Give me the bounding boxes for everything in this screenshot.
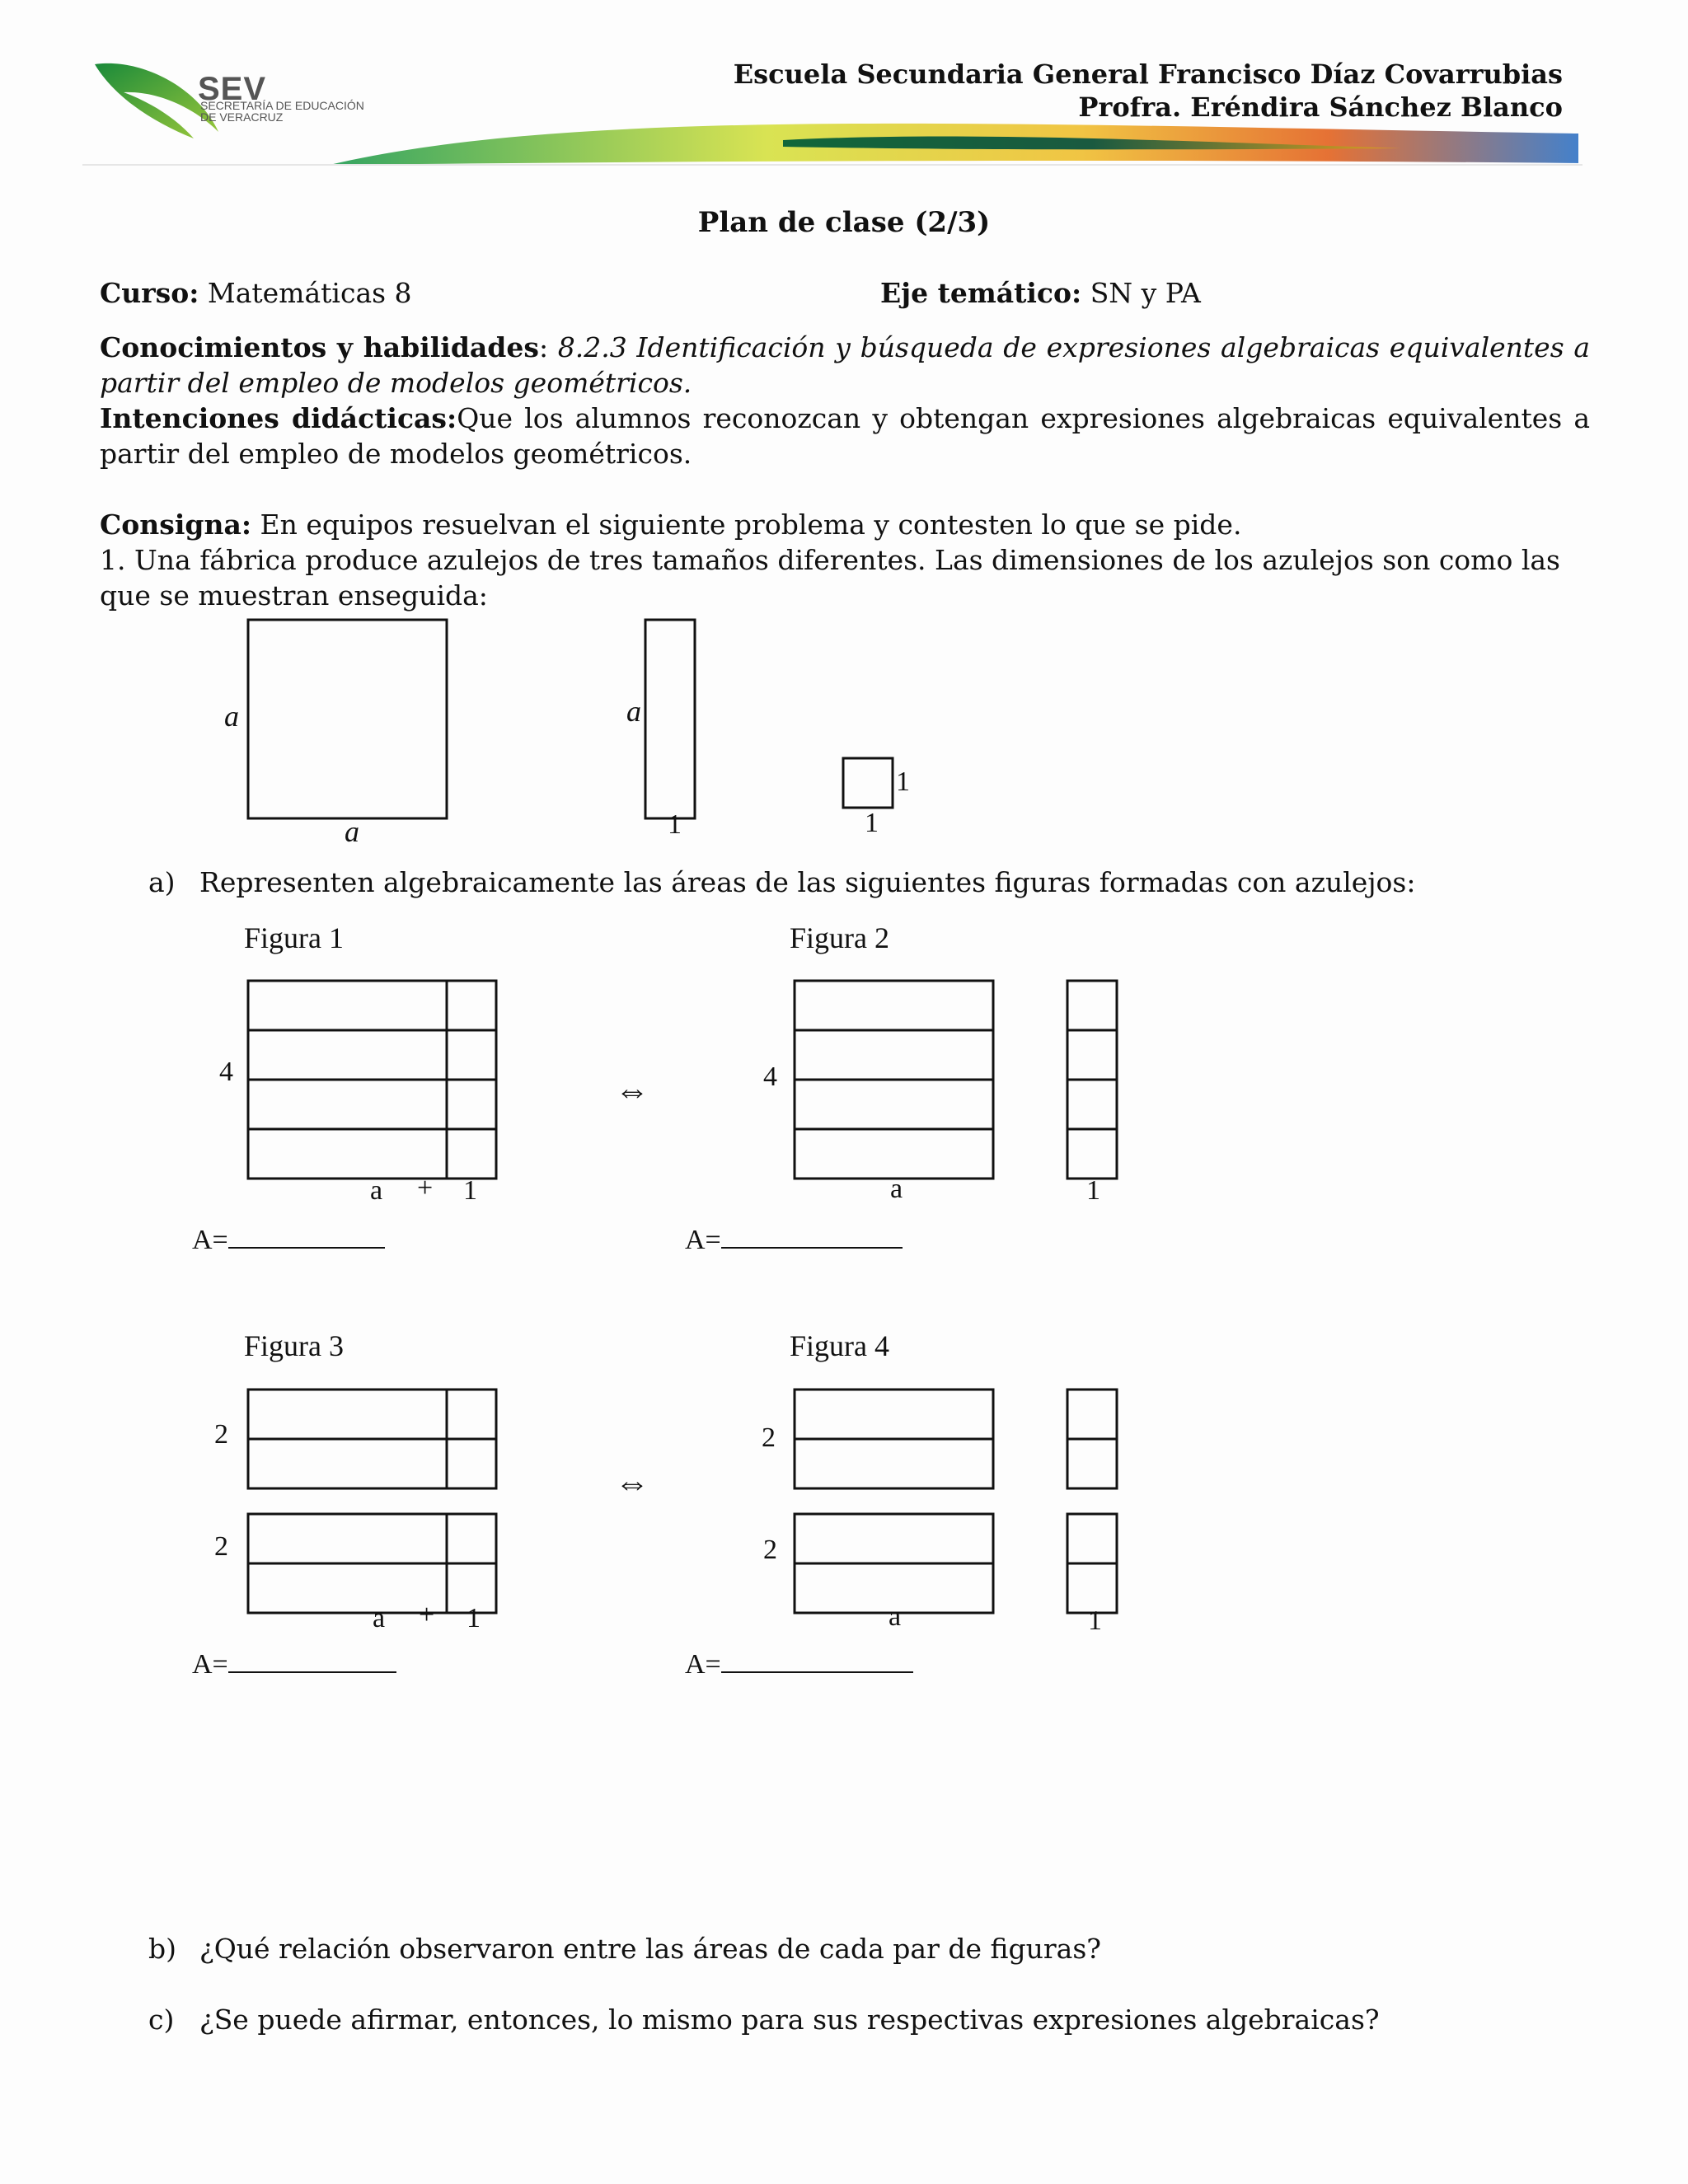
figure-2-height-label: 4: [763, 1062, 777, 1092]
figure-1-area-blank[interactable]: [228, 1222, 385, 1249]
figure-1-bottom-a: a: [370, 1175, 383, 1206]
tile-long-rectangle: [645, 620, 695, 818]
knowledge-label: Conocimientos y habilidades: [100, 331, 539, 363]
tile-unit-side-label: 1: [896, 766, 910, 797]
school-name: Escuela Secundaria General Francisco Díaz Covarrubias: [733, 59, 1563, 90]
figure-3-height-label-bottom: 2: [214, 1531, 228, 1562]
instruction-paragraph: [100, 507, 1590, 542]
logo-abbrev: SEV: [198, 71, 267, 107]
tile-big-square: [248, 620, 447, 818]
figure-2-area-blank[interactable]: [721, 1222, 903, 1249]
knowledge-text: 8.2.3 Identificación y búsqueda de expresiones algebraicas equivalentes a partir del empleo de modelos geométricos.: [100, 331, 1591, 399]
figure-3-area-blank[interactable]: [228, 1647, 396, 1673]
tile-long-width-label: 1: [668, 809, 682, 840]
figure-4-area-answer: [685, 1647, 913, 1680]
figure-3-title: Figura 3: [244, 1329, 344, 1362]
instruction-label: Consigna:: [100, 509, 252, 541]
tile-long-side-label: a: [626, 695, 641, 728]
logo-text-line2: DE VERACRUZ: [200, 110, 284, 124]
question-b-marker: b): [148, 1933, 176, 1965]
figure-2-bottom-a: a: [890, 1174, 903, 1204]
problem-statement: 1. Una fábrica produce azulejos de tres tamaños diferentes. Las dimensiones de los azulejos son como las que se muestran enseguida:: [100, 544, 1560, 612]
axis-value: SN y PA: [1090, 277, 1201, 309]
intentions-paragraph: [100, 401, 1590, 471]
figure-3-plus: +: [419, 1600, 435, 1630]
page-title: Plan de clase (2/3): [697, 206, 991, 239]
figure-4-bottom-a: a: [889, 1601, 902, 1632]
course-line: [100, 275, 412, 311]
intentions-label: Intenciones didácticas:: [100, 402, 457, 434]
knowledge-paragraph: Conocimientos y habilidades: 8.2.3 Identificación y búsqueda de expresiones algebraicas equivalentes a partir del empleo de modelos geométricos.: [100, 331, 1591, 399]
teacher-name: Profra. Eréndira Sánchez Blanco: [1078, 91, 1563, 123]
header-school-block: [734, 58, 1563, 124]
logo-text-line1: SECRETARÍA DE EDUCACIÓN: [200, 99, 364, 112]
axis-label: Eje temático:: [880, 277, 1082, 309]
tile-big-side-label: a: [224, 700, 239, 733]
figure-3-shape: [248, 1390, 496, 1613]
question-a-marker: a): [148, 866, 176, 898]
figure-4-title: Figura 4: [790, 1329, 889, 1362]
question-b-text: ¿Qué relación observaron entre las áreas de cada par de figuras?: [199, 1933, 1101, 1965]
instruction-text: En equipos resuelvan el siguiente problema y contesten lo que se pide.: [260, 509, 1242, 541]
figure-3-area-answer: [192, 1647, 396, 1680]
figure-4-shape: [795, 1390, 1117, 1613]
tile-unit-square: [843, 758, 893, 808]
figure-2-title: Figura 2: [790, 921, 889, 954]
figure-2-area-answer: [685, 1222, 903, 1256]
intentions-text: Que los alumnos reconozcan y obtengan expresiones algebraicas equivalentes a partir del empleo de modelos geométricos.: [100, 402, 1590, 470]
course-value: Matemáticas 8: [207, 277, 412, 309]
figure-3-area-label: A=: [192, 1649, 228, 1680]
figure-3-bottom-a: a: [373, 1603, 386, 1633]
equivalence-arrow-bottom: ⇔: [615, 1465, 649, 1502]
figure-1-area-label: A=: [192, 1225, 228, 1255]
figure-1-height-label: 4: [219, 1057, 233, 1087]
tile-big-bottom-label: a: [345, 815, 359, 848]
figure-2-shape: [795, 981, 1117, 1179]
figure-1-plus: +: [417, 1173, 434, 1203]
question-a-text: Representen algebraicamente las áreas de las siguientes figuras formadas con azulejos:: [199, 866, 1416, 898]
figure-1-title: Figura 1: [244, 921, 344, 954]
figure-2-area-label: A=: [685, 1225, 721, 1255]
figure-4-bottom-1: 1: [1088, 1605, 1102, 1636]
figure-4-area-label: A=: [685, 1649, 721, 1680]
course-label: Curso:: [100, 277, 199, 309]
figure-3-bottom-1: 1: [467, 1603, 481, 1633]
tile-unit-bottom-label: 1: [865, 808, 879, 838]
figure-4-height-label-top: 2: [762, 1422, 776, 1453]
axis-line: [880, 275, 1201, 311]
figure-1-area-answer: [192, 1222, 385, 1256]
figure-2-bottom-1: 1: [1086, 1175, 1100, 1206]
figure-1-shape: [248, 981, 496, 1179]
figure-1-bottom-1: 1: [463, 1175, 477, 1206]
figure-4-height-label-bottom: 2: [763, 1535, 777, 1565]
figure-4-area-blank[interactable]: [721, 1647, 913, 1673]
question-c-text: ¿Se puede afirmar, entonces, lo mismo para sus respectivas expresiones algebraicas?: [199, 2004, 1380, 2036]
equivalence-arrow-top: ⇔: [615, 1072, 649, 1110]
question-c-marker: c): [148, 2004, 175, 2036]
figure-3-height-label-top: 2: [214, 1419, 228, 1450]
